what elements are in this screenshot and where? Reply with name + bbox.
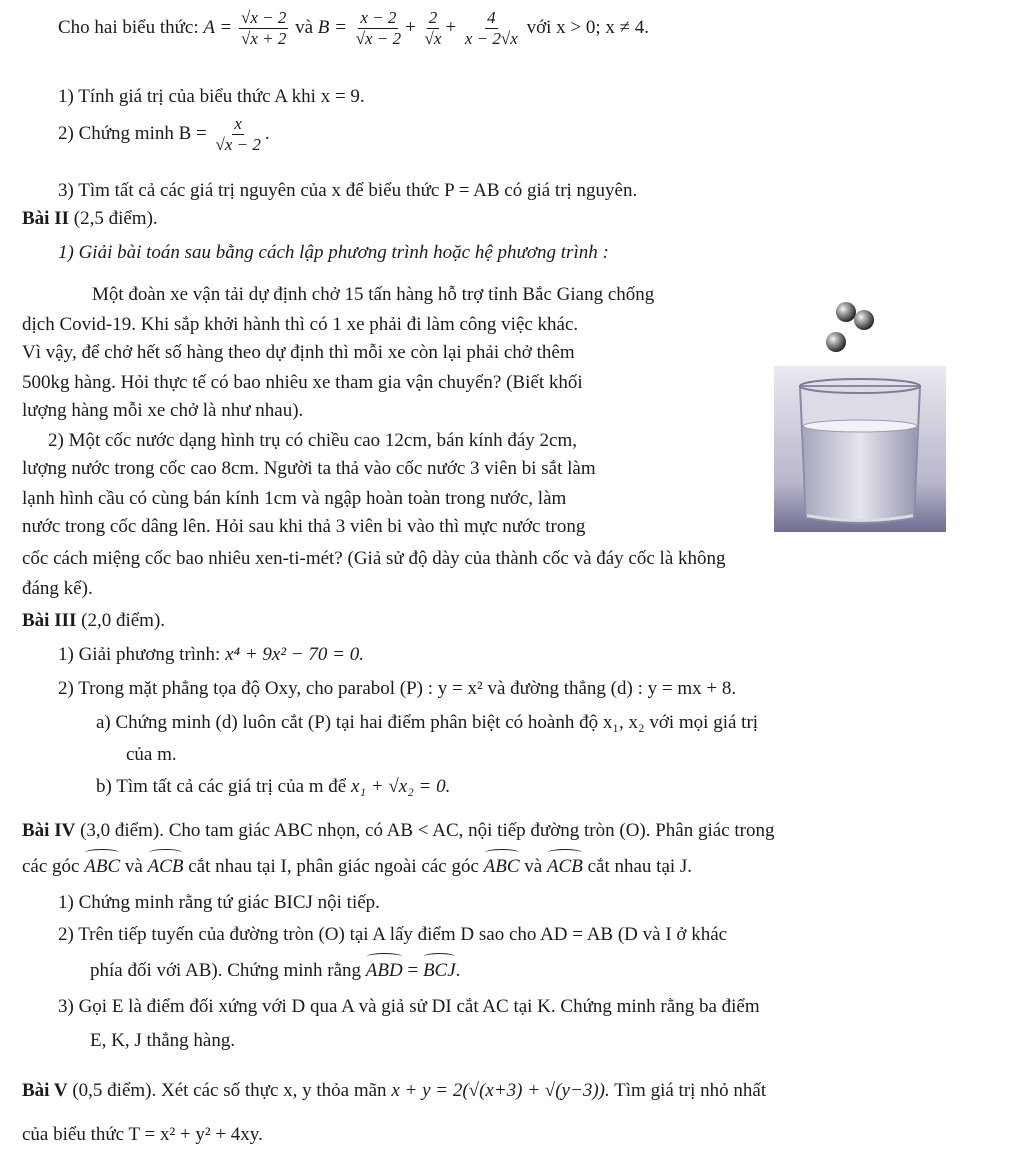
intro-and: và xyxy=(295,17,314,38)
fraction-A: $\frac{√x - 2}{√x + 2}$ xyxy=(240,8,287,49)
angle-acb-2: ACB xyxy=(547,854,583,880)
bai2-p3: Vì vậy, để chở hết số hàng theo dự định thì mỗi xe còn lại phải chở thêm xyxy=(22,342,575,363)
bai2-q2a: 2) Một cốc nước dạng hình trụ có chiều cao 12cm, bán kính đáy 2cm, xyxy=(48,430,577,451)
bai5-l1: Bài V (0,5 điểm). Xét các số thực x, y thỏa mãn x + y = 2(√(x+3) + √(y−3)). Tìm giá trị nhỏ nhất xyxy=(22,1080,767,1101)
bai2-q2b: lượng nước trong cốc cao 8cm. Người ta thả vào cốc nước 3 viên bi sắt làm xyxy=(22,458,596,479)
bai2-p4: 500kg hàng. Hỏi thực tế có bao nhiêu xe tham gia vận chuyển? (Biết khối xyxy=(22,372,583,393)
bai4-q2a: 2) Trên tiếp tuyến của đường tròn (O) tại A lấy điểm D sao cho AD = AB (D và I ở khác xyxy=(58,924,728,945)
bai2-q2d: nước trong cốc dâng lên. Hỏi sau khi thả 3 viên bi vào thì mực nước trong xyxy=(22,516,586,537)
angle-abc: ABC xyxy=(84,854,120,880)
iron-ball-3 xyxy=(826,332,846,352)
bai2-q2c: lạnh hình cầu có cùng bán kính 1cm và ngập hoàn toàn trong nước, làm xyxy=(22,488,567,509)
bai3-qa1: a) Chứng minh (d) luôn cắt (P) tại hai điểm phân biệt có hoành độ x₁, x₂ với mọi giá trị xyxy=(96,712,759,733)
bai1-q2: 2) Chứng minh B = $\frac{x}{√x - 2}$ . xyxy=(58,114,270,155)
bai4-q2b: phía đối với AB). Chứng minh rằng ABD = BCJ. xyxy=(90,958,460,984)
intro-condition: với x > 0; x ≠ 4. xyxy=(526,17,650,38)
bai4-l1: Bài IV (3,0 điểm). Cho tam giác ABC nhọn, có AB < AC, nội tiếp đường tròn (O). Phân giác trong xyxy=(22,820,775,841)
bai3-q1: 1) Giải phương trình: x⁴ + 9x² − 70 = 0. xyxy=(58,644,364,665)
glass-figure xyxy=(760,296,960,536)
bai2-q2f: đáng kể). xyxy=(22,578,93,599)
bai2-q1: 1) Giải bài toán sau bằng cách lập phương trình hoặc hệ phương trình : xyxy=(58,242,609,263)
fraction-B3: $\frac{4}{x - 2√x}$ xyxy=(464,8,518,49)
angle-abc-2: ABC xyxy=(484,854,520,880)
bai4-q1: 1) Chứng minh rằng tứ giác BICJ nội tiếp. xyxy=(58,892,380,913)
angle-acb: ACB xyxy=(148,854,184,880)
bai5-l2: của biểu thức T = x² + y² + 4xy. xyxy=(22,1124,263,1145)
angle-bcj: BCJ xyxy=(423,958,456,984)
bai2-p1: Một đoàn xe vận tải dự định chở 15 tấn hàng hỗ trợ tỉnh Bắc Giang chống xyxy=(92,284,655,305)
bai4-l2: các góc ABC và ACB cắt nhau tại I, phân giác ngoài các góc ABC và ACB cắt nhau tại J. xyxy=(22,854,692,880)
bai1-q1: 1) Tính giá trị của biểu thức A khi x = 9. xyxy=(58,86,365,107)
fraction-B2: $\frac{2}{√x}$ xyxy=(424,8,442,49)
water-surface xyxy=(803,420,917,432)
bai3-heading: Bài III (2,0 điểm). xyxy=(22,610,166,631)
bai3-q2: 2) Trong mặt phẳng tọa độ Oxy, cho parabol (P) : y = x² và đường thẳng (d) : y = mx + 8. xyxy=(58,678,737,699)
bai3-qb: b) Tìm tất cả các giá trị của m để x₁ + √x₂ = 0. xyxy=(96,776,451,797)
fraction-q2: $\frac{x}{√x - 2}$ xyxy=(215,114,261,155)
intro-lead: Cho hai biểu thức: xyxy=(58,17,199,38)
bai2-heading: Bài II (2,5 điểm). xyxy=(22,208,158,229)
bai4-q3a: 3) Gọi E là điểm đối xứng với D qua A và giả sử DI cắt AC tại K. Chứng minh rằng ba điểm xyxy=(58,996,760,1017)
bai4-q3b: E, K, J thẳng hàng. xyxy=(90,1030,236,1051)
bai1-q3: 3) Tìm tất cả các giá trị nguyên của x để biểu thức P = AB có giá trị nguyên. xyxy=(58,180,638,201)
intro-line: Cho hai biểu thức: A = $\frac{√x - 2}{√x + 2}$ và B = $\frac{x - 2}{√x - 2}$ + $\frac{2}{√x}$ + $\frac{4}{x - 2√x}$ với x > 0; x ≠ 4. xyxy=(58,8,650,49)
bai2-p2: dịch Covid-19. Khi sắp khởi hành thì có 1 xe phải đi làm công việc khác. xyxy=(22,314,579,335)
fraction-B1: $\frac{x - 2}{√x - 2}$ xyxy=(355,8,402,49)
iron-ball-2 xyxy=(854,310,874,330)
bai3-qa2: của m. xyxy=(126,744,177,765)
bai2-p5: lượng hàng mỗi xe chở là như nhau). xyxy=(22,400,304,421)
iron-ball-1 xyxy=(836,302,856,322)
angle-abd: ABD xyxy=(366,958,403,984)
bai2-q2e: cốc cách miệng cốc bao nhiêu xen-ti-mét? (Giả sử độ dày của thành cốc và đáy cốc là không xyxy=(22,548,726,569)
glass-water xyxy=(803,426,917,519)
